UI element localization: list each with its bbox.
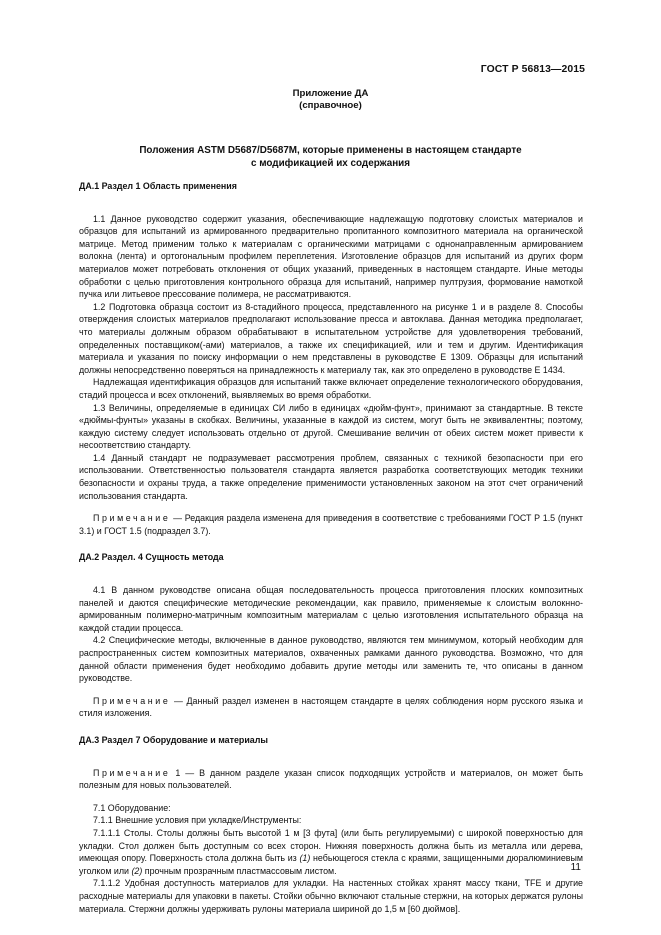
- section-heading: ДА.2 Раздел. 4 Сущность метода: [79, 552, 224, 563]
- spacer: [79, 685, 583, 695]
- document-body: [79, 180, 583, 915]
- note: [79, 767, 583, 792]
- paragraph: 1.1 Данное руководство содержит указания, обеспечивающие надлежащую подготовку слоистых материалов и образцов для испытаний из армированного предварительно пропитанного композитного материала на органической матрице. Метод применим только к материалам с органическими матрицами с однонаправленным армированием волокна (лента) и ортогональным профилем переплетения. Изготовление образцов для испытаний из других форм материалов может потребовать отклонения от общих указаний, приведенных в настоящем стандарте. Иные методы обработки с целью приготовления контрольного образца для испытаний, например пултрузия, формование намоткой пучка или литьевое прессование полимера, не рассматриваются.: [79, 213, 583, 300]
- note-text: — Данный раздел изменен в настоящем стандарте в целях соблюдения норм русского языка и стиля изложения.: [79, 695, 583, 719]
- page-number: 11: [570, 862, 581, 873]
- section-heading: ДА.3 Раздел 7 Оборудование и материалы: [79, 734, 268, 745]
- appendix-header: [0, 88, 661, 112]
- spacer: [79, 203, 583, 213]
- paragraph: 7.1.1 Внешние условия при укладке/Инструменты:: [93, 815, 302, 826]
- note-text: 1 — В данном разделе указан список подходящих устройств и материалов, он может быть полезным для новых пользователей.: [79, 767, 584, 791]
- text-run: небьющегося стекла с краями, защищенными дюралюминиевым уголком или: [79, 853, 583, 876]
- document-title: [80, 144, 581, 170]
- list-marker: (1): [299, 853, 311, 864]
- document-title-line1: Положения ASTM D5687/D5687M, которые применены в настоящем стандарте: [139, 145, 522, 156]
- text-run: 7.1.1.1 Столы. Столы должны быть высотой 1 м [3 фута] (или быть регулируемыми) с широкой поверхностью для укладки. Стол должен быть доступным со всех сторон. Нижняя поверхность должна быть из металла или дерева, имеющая опору. Поверхность стола должна быть из: [79, 827, 583, 864]
- paragraph: 7.1 Оборудование:: [93, 802, 171, 813]
- note: [79, 695, 583, 720]
- paragraph: 4.1 В данном руководстве описана общая последовательность процесса приготовления плоских композитных панелей и даются специфические методические рекомендации, как правило, применяемые к слоистым волокнно-армированным полимерно-матричным композитным материалам с целью изготовления испытательного образца на каждой стадии процесса.: [79, 585, 583, 633]
- paragraph: 1.3 Величины, определяемые в единицах СИ либо в единицах «дюйм-фунт», принимают за стандартные. В тексте «дюймы-фунты» указаны в скобках. Величины, указанные в каждой из систем, могут быть не эквивалентны; поэтому, каждую систему следует использовать отдельно от другой. Смешивание величин от обеих систем может привести к несоответствию стандарту.: [79, 402, 583, 451]
- spacer: [79, 537, 583, 551]
- spacer: [79, 757, 583, 767]
- note-label: Примечание: [93, 767, 171, 778]
- section-heading: ДА.1 Раздел 1 Область применения: [79, 181, 237, 191]
- note: [79, 512, 583, 537]
- spacer: [79, 574, 583, 584]
- text-run: прочным прозрачным пластмассовым листом.: [144, 865, 337, 876]
- note-text: — Редакция раздела изменена для приведения в соответствие с требованиями ГОСТ Р 1.5 (пункт 3.1) и ГОСТ 1.5 (подраздел 3.7).: [79, 513, 583, 536]
- note-label: Примечание: [93, 695, 171, 706]
- paragraph: 1.4 Данный стандарт не подразумевает рассмотрения проблем, связанных с техникой безопасности при его использовании. Ответственностью пользователя стандарта является разработка соответствующих методик техники безопасности и охраны труда, а также определение применимости установленных законом на этот счет ограничений использования стандарта.: [79, 452, 583, 501]
- paragraph: 4.2 Специфические методы, включенные в данное руководство, являются тем минимумом, который необходим для распространенных систем композитных материалов, охваченных рамками данного руководства. Возможно, что для данной области применения будет необходимо добавить другие методы или заменить те, что описаны в данном руководстве.: [79, 635, 583, 684]
- paragraph: Надлежащая идентификация образцов для испытаний также включает определение технологического оборудования, стадий процесса и всех отклонений, выявляемых во время обработки.: [79, 377, 583, 400]
- standard-number: ГОСТ Р 56813—2015: [480, 64, 585, 75]
- spacer: [79, 792, 583, 802]
- paragraph: [79, 827, 583, 877]
- paragraph: 7.1.1.2 Удобная доступность материалов для укладки. На настенных стойках хранят массу ткани, TFE и другие расходные материалы для упаковки в пакеты. Стойки обычно включают стальные стержни, на которых держатся рулоны материала. Стержни должны удерживать рулоны материала шириной до 1,5 м [60 дюймов].: [79, 878, 583, 914]
- spacer: [79, 502, 583, 512]
- paragraph: 1.2 Подготовка образца состоит из 8-стадийного процесса, представленного на рисунке 1 и в разделе 8. Способы отверждения слоистых материалов предполагают использование пресса и автоклава. Данная методика предполагает, что материалы должным образом обрабатывают в испытательном устройстве для удовлетворения требований, определенных поставщиком(-ами) материалов, а также их спецификацией, или и тем и другим. Идентификация материала и указания по поиску информации о нем представлены в руководстве E 1309. Образцы для испытаний должны непосредственно поверяться на принадлежность к материалу так, как это определено в руководстве E 1434.: [79, 301, 583, 375]
- spacer: [79, 720, 583, 734]
- document-title-line2: с модификацией их содержания: [250, 158, 411, 169]
- note-label: Примечание: [93, 513, 171, 524]
- list-marker: (2): [131, 865, 143, 876]
- appendix-subtitle: (справочное): [299, 100, 362, 111]
- appendix-title: Приложение ДА: [292, 88, 369, 99]
